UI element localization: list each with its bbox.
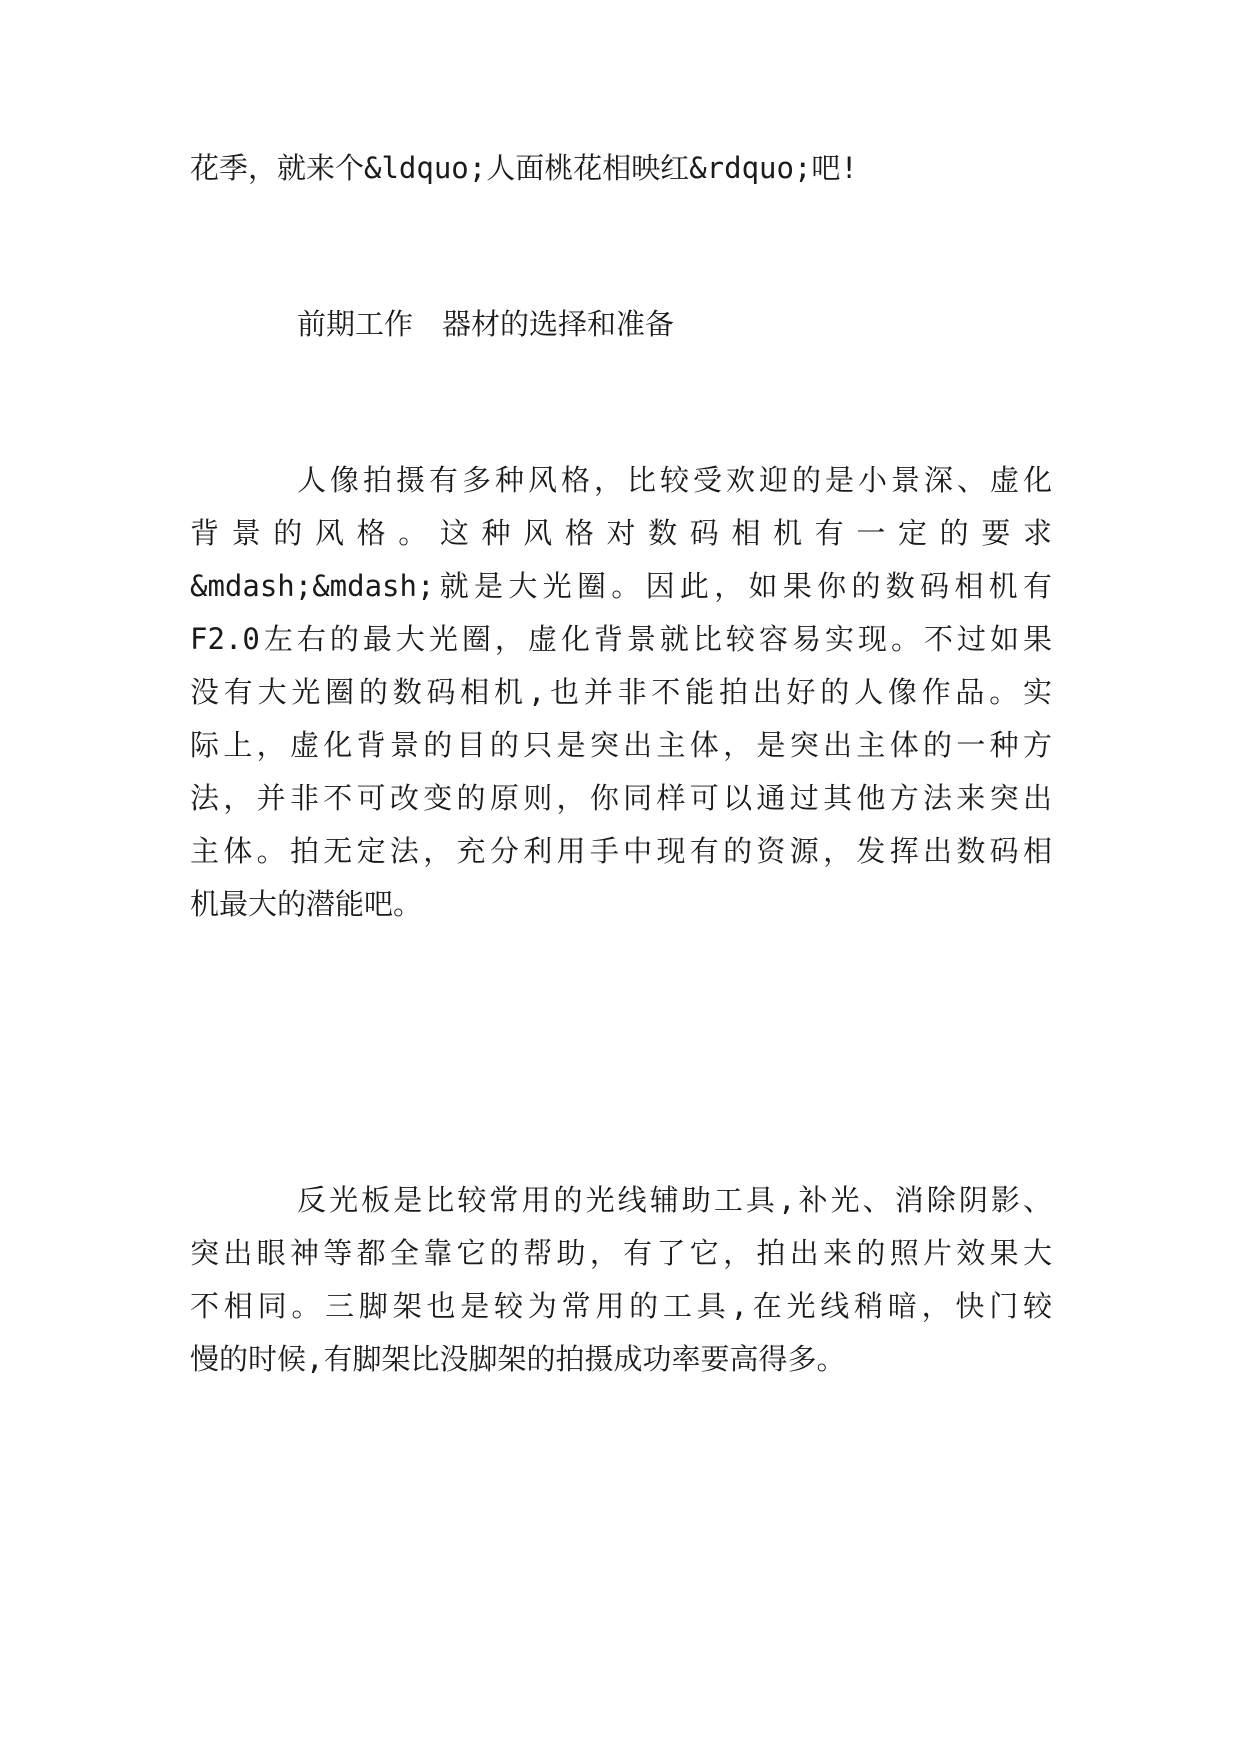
- paragraph-line: 慢的时候,有脚架比没脚架的拍摄成功率要高得多。: [190, 1342, 846, 1376]
- paragraph-line: 机最大的潜能吧。: [190, 887, 423, 921]
- paragraph-line: 突出眼神等都全靠它的帮助，有了它，拍出来的照片效果大: [190, 1236, 1052, 1270]
- paragraph-line: 际上，虚化背景的目的只是突出主体，是突出主体的一种方: [190, 728, 1052, 762]
- paragraph-line: 反光板是比较常用的光线辅助工具,补光、消除阴影、: [297, 1183, 1052, 1217]
- paragraph-line: 人像拍摄有多种风格，比较受欢迎的是小景深、虚化: [297, 463, 1052, 497]
- paragraph-line: 不相同。三脚架也是较为常用的工具,在光线稍暗，快门较: [190, 1289, 1052, 1323]
- section-heading: 前期工作 器材的选择和准备: [297, 307, 675, 341]
- paragraph-line: 主体。拍无定法，充分利用手中现有的资源，发挥出数码相: [190, 834, 1052, 868]
- paragraph-line: 没有大光圈的数码相机,也并非不能拍出好的人像作品。实: [190, 675, 1052, 709]
- intro-line: 花季，就来个&ldquo;人面桃花相映红&rdquo;吧!: [190, 151, 858, 185]
- paragraph-line: 背景的风格。这种风格对数码相机有一定的要求: [190, 516, 1052, 550]
- paragraph-line: &mdash;&mdash;就是大光圈。因此，如果你的数码相机有: [190, 569, 1052, 603]
- paragraph-line: F2.0左右的最大光圈，虚化背景就比较容易实现。不过如果: [190, 622, 1052, 656]
- paragraph-line: 法，并非不可改变的原则，你同样可以通过其他方法来突出: [190, 781, 1052, 815]
